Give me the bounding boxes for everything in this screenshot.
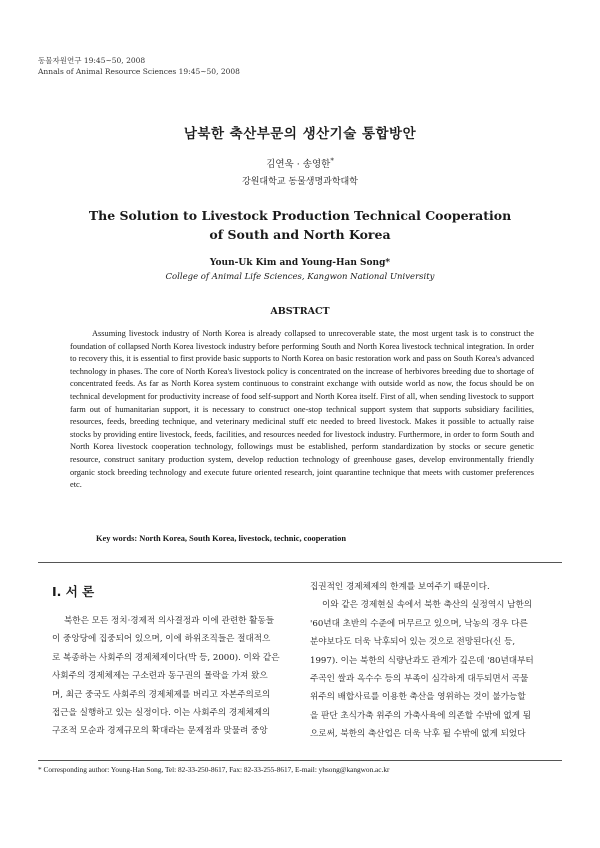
divider bbox=[38, 562, 562, 563]
right-col-line: 집권적인 경제체제의 한계를 보여주기 때문이다. bbox=[310, 582, 490, 592]
right-col-line: 위주의 배합사료를 이용한 축산을 영위하는 것이 불가능할 bbox=[310, 692, 526, 703]
footnote-divider bbox=[38, 760, 562, 761]
affiliation-en: College of Animal Life Sciences, Kangwon National University bbox=[165, 272, 435, 282]
authors-en: Youn-Uk Kim and Young-Han Song* bbox=[209, 258, 391, 268]
right-col-line: 이와 같은 경제현실 속에서 북한 축산의 실정역시 남한의 bbox=[322, 600, 533, 611]
corresponding-mark: * bbox=[330, 156, 334, 165]
section-heading-introduction: Ⅰ. 서 론 bbox=[52, 584, 95, 599]
right-col-line: 으로써, 북한의 축산업은 더욱 낙후 될 수밖에 없게 되었다 bbox=[310, 729, 526, 740]
left-col-line: 로 복종하는 사회주의 경제체제이다(박 등, 2000). 이와 같은 bbox=[52, 652, 280, 663]
left-col-line: 구조적 모순과 경제규모의 확대라는 문제점과 맞물려 중앙 bbox=[52, 726, 268, 737]
right-col-line: 1997). 이는 북한의 식량난과도 관계가 깊은데 '80년대부터 bbox=[310, 655, 534, 666]
right-column bbox=[310, 578, 554, 744]
journal-citation bbox=[38, 55, 240, 77]
abstract-heading: ABSTRACT bbox=[270, 306, 330, 317]
right-col-line: 분야보다도 더욱 낙후되어 있는 것으로 전망된다(신 등, bbox=[310, 637, 516, 648]
footnote-corresponding-author: * Corresponding author: Young-Han Song, Tel: 82-33-250-8617, Fax: 82-33-255-8617, E-mail: yhsong@kangwon.ac.kr bbox=[38, 765, 390, 774]
journal-citation-en: Annals of Animal Resource Sciences 19:45~50, 2008 bbox=[38, 67, 240, 76]
journal-citation-ko: 동물자원연구 19:45~50, 2008 bbox=[38, 56, 146, 65]
right-col-line: '60년대 초반의 수준에 머무르고 있으며, 낙농의 경우 다른 bbox=[310, 618, 528, 629]
left-col-line: 이 중앙당에 집중되어 있으며, 이에 하위조직들은 절대적으 bbox=[52, 634, 271, 645]
paper-title-ko: 남북한 축산부문의 생산기술 통합방안 bbox=[183, 126, 417, 142]
affiliation-ko: 강원대학교 동물생명과학대학 bbox=[242, 177, 358, 187]
left-col-line: 북한은 모든 정치·경제적 의사결정과 이에 관련한 활동들 bbox=[64, 616, 275, 626]
left-col-line: 접근을 실행하고 있는 실정이다. 이는 사회주의 경제체제의 bbox=[52, 708, 271, 719]
left-column bbox=[52, 612, 304, 741]
right-col-line: 을 판단 초식가축 위주의 가축사육에 의존할 수밖에 없게 됨 bbox=[310, 710, 532, 721]
authors-ko bbox=[0, 156, 600, 170]
paper-title-en bbox=[0, 206, 600, 244]
authors-ko-names: 김연욱 · 송영한 bbox=[266, 159, 331, 170]
paper-title-en-line2: of South and North Korea bbox=[209, 227, 391, 242]
paper-title-en-line1: The Solution to Livestock Production Technical Cooperation bbox=[88, 208, 512, 223]
right-col-line: 주곡인 쌀과 옥수수 등의 부족이 심각하게 대두되면서 곡물 bbox=[310, 674, 529, 685]
abstract-body: Assuming livestock industry of North Korea is already collapsed to unrecoverable state, the most urgent task is to construct the foundation of collapsed North Korea livestock industry before performing South and North Korea livestock technical integration. In order to recovery this, it is essential to first provide basic supports to North Korea on basic restoration work and pass on South Korea's advanced technology in phases. The core of North Korea's livestock policy is concentrated on the increase of herbivores breeding due to shortage of concentrated feeds. As far as North Korea system continuous to constraint exchange with outside world as now, the focus should be on technical development for productivity increase of food self-support and North Korea itself. First of all, when sending livestock to support farm out of humanitarian support, it is necessary to construct one-stop technical support system that supports subsidiary facilities, resources, feeds, breeding technique, and veterinary medicinal stuff etc needed to breed livestock. Makes it possible to actually raise stocks by providing entire livestock, feeds, facilities, and resources needed for livestock industry. Furthermore, in order to form South and North Korea livestock cooperation technology, followings must be established, perform standardization by stocks or secure genetic resource, construct sanitary production system, develop reduction technology of greenhouse gases, develop environmentally friendly organic stock breeding technology and execute future oriented research, joint quarantine technique that meets with customer preferences etc. bbox=[70, 329, 534, 490]
left-col-line: 사회주의 경제체제는 구소련과 동구권의 몰락을 가져 왔으 bbox=[52, 671, 268, 682]
left-col-line: 며, 최근 중국도 사회주의 경제체제를 버리고 자본주의로의 bbox=[52, 689, 271, 700]
keywords: Key words: North Korea, South Korea, livestock, technic, cooperation bbox=[96, 534, 346, 543]
